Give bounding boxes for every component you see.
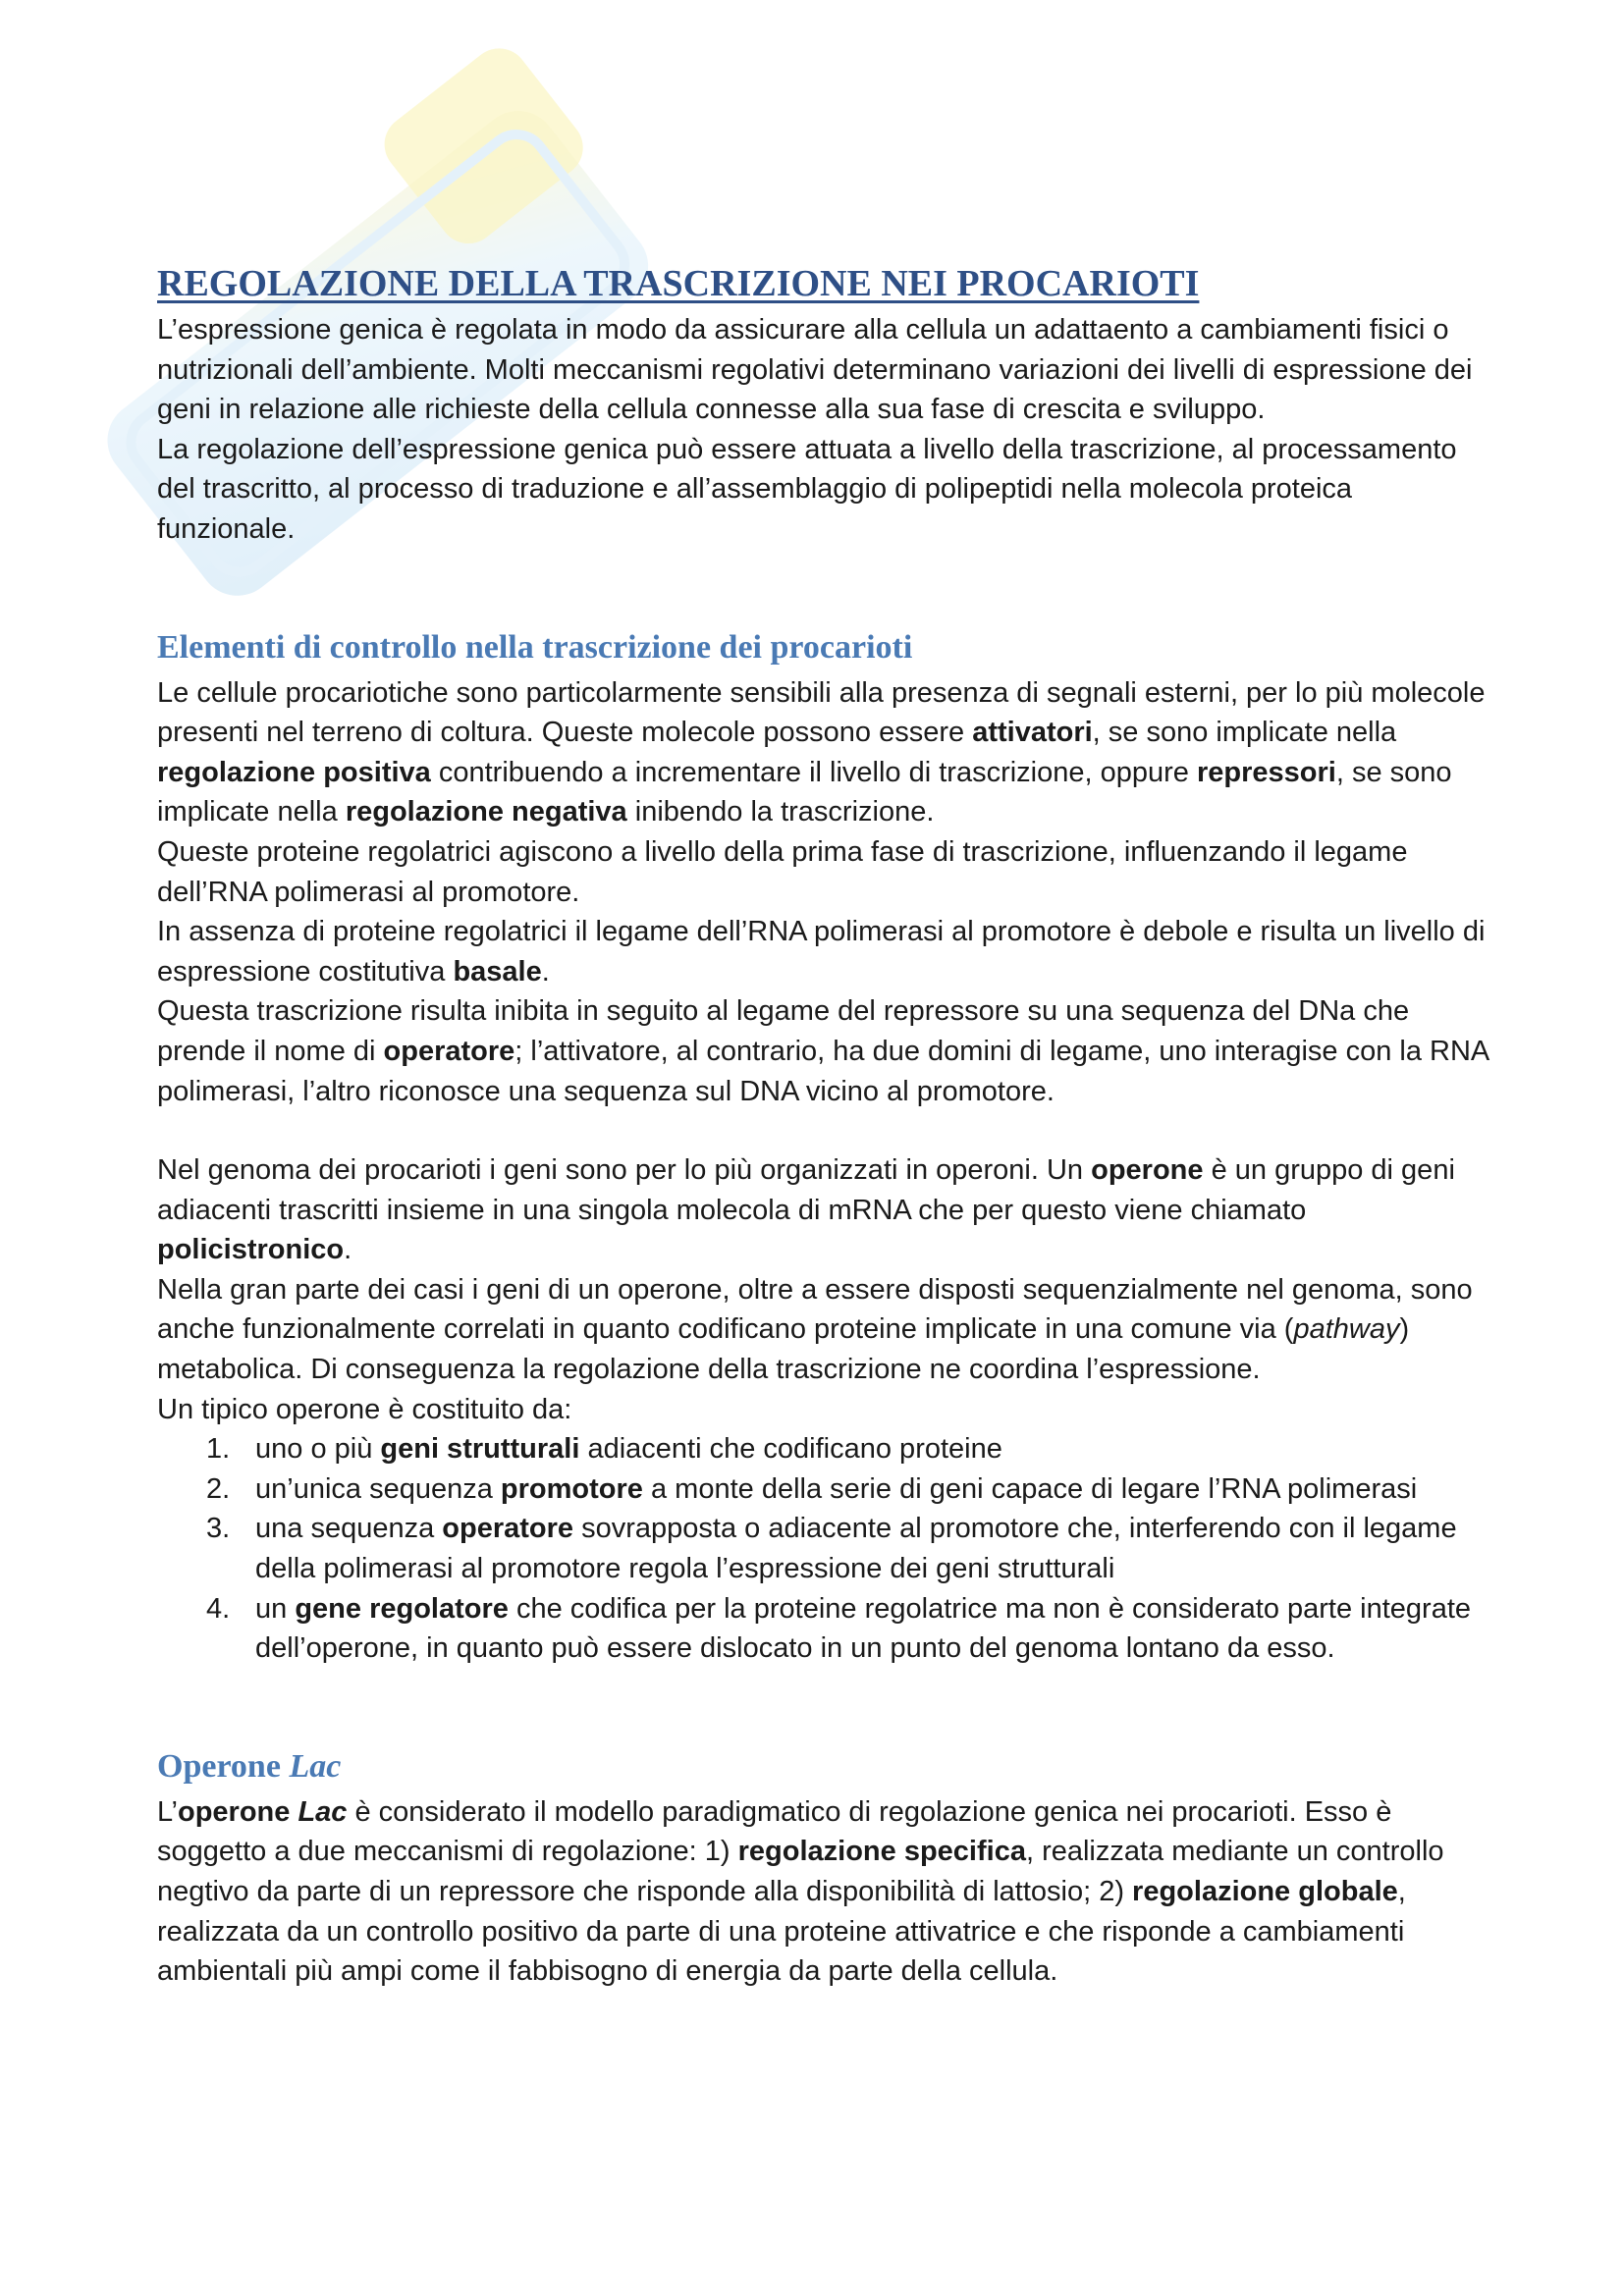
intro-paragraph-2: La regolazione dell’espressione genica può essere attuata a livello della trascrizione, al processamento del trascritto, al processo di traduzione e all’assemblaggio di polipeptidi nella molecola proteica funzionale. xyxy=(157,433,1457,545)
paragraph-operoni: Nel genoma dei procarioti i geni sono per lo più organizzati in operoni. Un operone è un gruppo di geni adiacenti trascritti insieme in una singola molecola di mRNA che per questo viene chiamato policistronico. xyxy=(157,1154,1455,1266)
paragraph-tipico-operone: Un tipico operone è costituito da: xyxy=(157,1393,572,1425)
paragraph-segnali: Le cellule procariotiche sono particolarmente sensibili alla presenza di segnali esterni, per lo più molecole presenti nel terreno di coltura. Queste molecole possono essere attivatori, se sono implicate nella regolazione positiva contribuendo a incrementare il livello di trascrizione, oppure repressori, se sono implicate nella regolazione negativa inibendo la trascrizione. xyxy=(157,676,1486,828)
paragraph-proteine-regolatrici: Queste proteine regolatrici agiscono a livello della prima fase di trascrizione, influenzando il legame dell’RNA polimerasi al promotore. xyxy=(157,835,1408,908)
document-page xyxy=(157,257,1492,1992)
list-item: 4. un gene regolatore che codifica per la proteine regolatrice ma non è considerato parte integrate dell’operone, in quanto può essere dislocato in un punto del genoma lontano da esso. xyxy=(206,1592,1472,1665)
section-heading-elementi: Elementi di controllo nella trascrizione dei procarioti xyxy=(157,628,913,666)
paragraph-operatore: Questa trascrizione risulta inibita in seguito al legame del repressore su una sequenza del DNa che prende il nome di operatore; l’attivatore, al contrario, ha due domini di legame, uno interagise con la RNA polimerasi, l’altro riconosce una sequenza sul DNA vicino al promotore. xyxy=(157,995,1488,1107)
intro-paragraph-1: L’espressione genica è regolata in modo da assicurare alla cellula un adattaento a cambiamenti fisici o nutrizionali dell’ambiente. Molti meccanismi regolativi determinano variazioni dei livelli di espressione dei geni in relazione alle richieste della cellula connesse alla sua fase di crescita e sviluppo. xyxy=(157,314,1473,426)
list-item: 3. una sequenza operatore sovrapposta o adiacente al promotore che, interferendo con il legame della polimerasi al promotore regola l’espressione dei geni strutturali xyxy=(206,1513,1457,1585)
list-item: 1. uno o più geni strutturali adiacenti che codificano proteine xyxy=(206,1433,1002,1466)
operone-components-list xyxy=(157,1429,1492,1669)
page-title: REGOLAZIONE DELLA TRASCRIZIONE NEI PROCARIOTI xyxy=(157,263,1200,304)
paragraph-pathway: Nella gran parte dei casi i geni di un operone, oltre a essere disposti sequenzialmente nel genoma, sono anche funzionalmente correlati in quanto codificano proteine implicate in una comune via (pathway) metabolica. Di conseguenza la regolazione della trascrizione ne coordina l’espressione. xyxy=(157,1273,1473,1386)
paragraph-operone-lac: L’operone Lac è considerato il modello paradigmatico di regolazione genica nei procarioti. Esso è soggetto a due meccanismi di regolazione: 1) regolazione specifica, realizzata mediante un controllo negtivo da parte di un repressore che risponde alla disponibilità di lattosio; 2) regolazione globale, realizzata da un controllo positivo da parte di una proteine attivatrice e che risponde a cambiamenti ambientali più ampi come il fabbisogno di energia da parte della cellula. xyxy=(157,1795,1444,1988)
section-heading-operone-lac: Operone Lac xyxy=(157,1747,342,1785)
paragraph-basale: In assenza di proteine regolatrici il legame dell’RNA polimerasi al promotore è debole e risulta un livello di espressione costitutiva basale. xyxy=(157,916,1486,988)
list-item: 2. un’unica sequenza promotore a monte della serie di geni capace di legare l’RNA polimerasi xyxy=(206,1472,1418,1505)
